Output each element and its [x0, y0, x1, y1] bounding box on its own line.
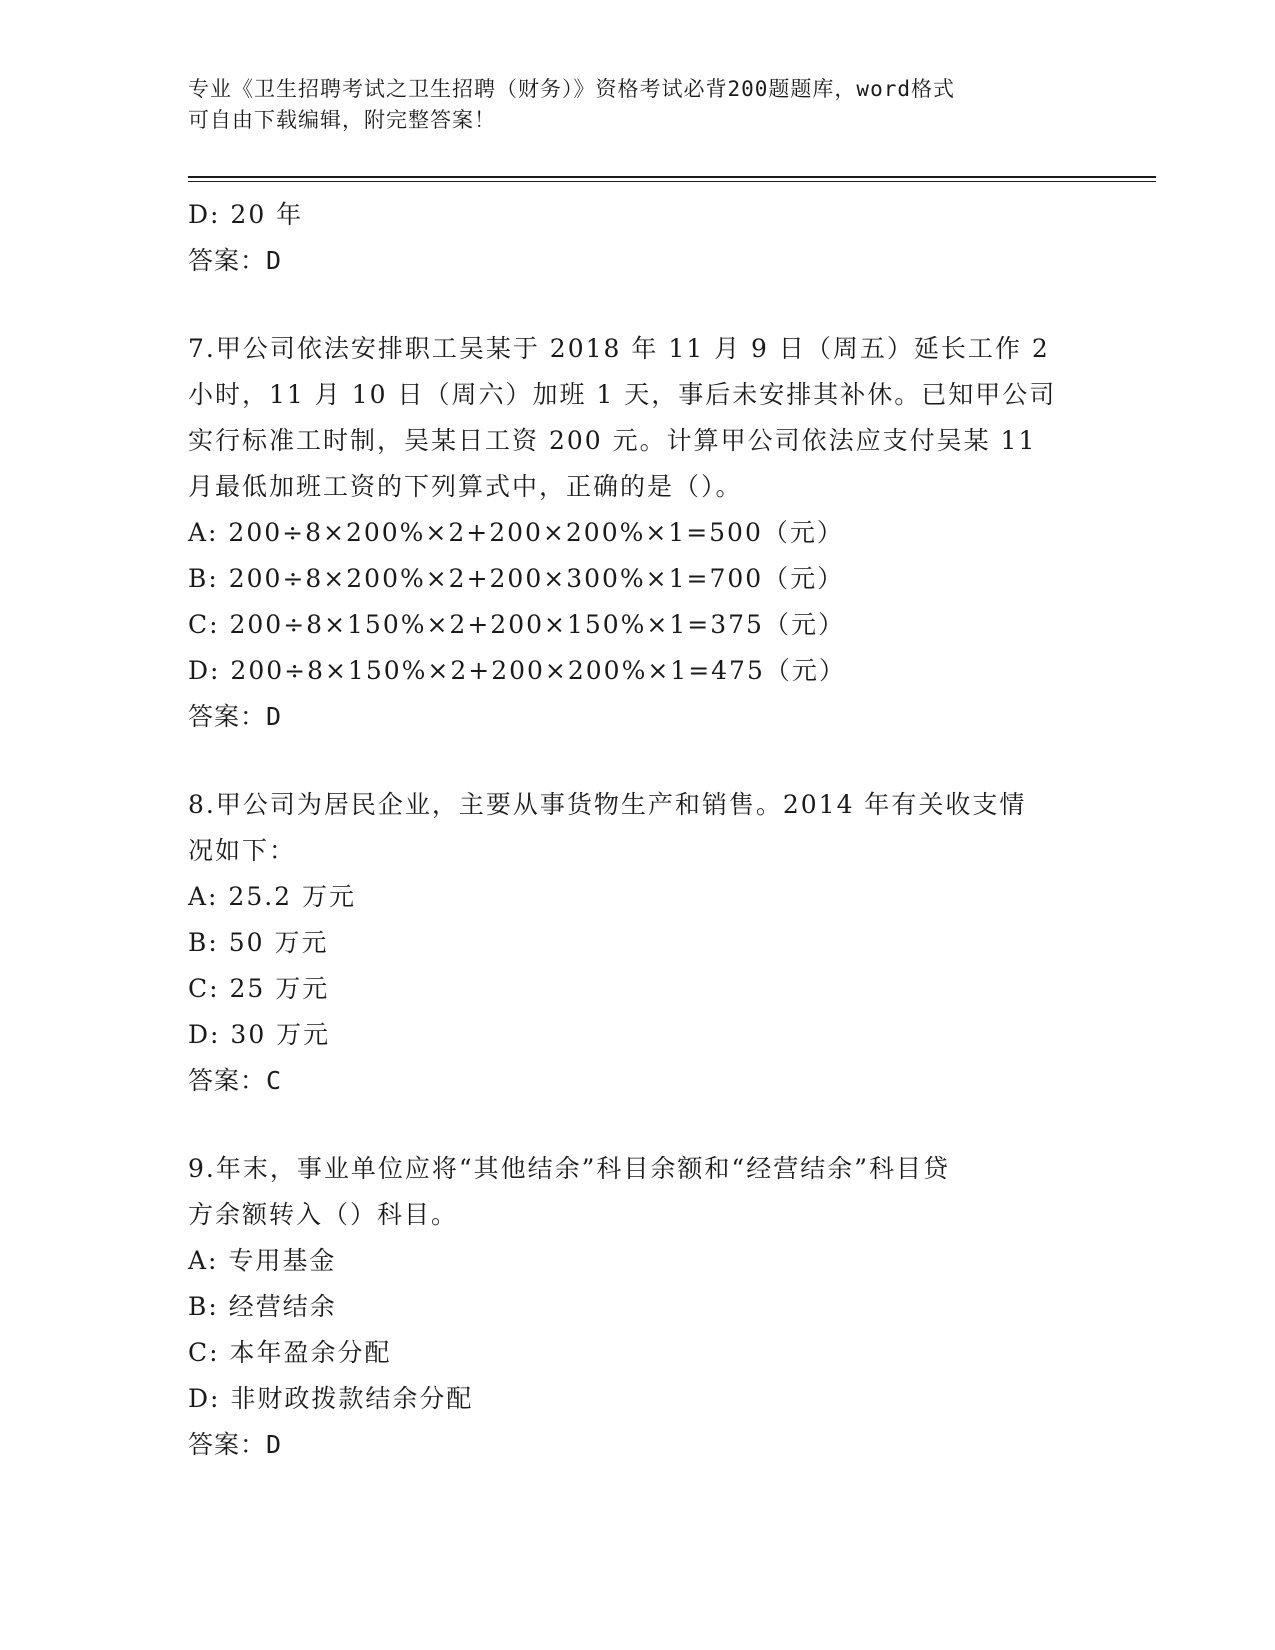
option-c: C: 200÷8×150%×2+200×150%×1=375（元）	[188, 610, 845, 639]
spacer	[188, 284, 1088, 326]
question-8	[188, 782, 1088, 1104]
question-stem-line: 实行标准工时制，吴某日工资 200 元。计算甲公司依法应支付吴某 11	[188, 426, 1037, 455]
question-stem-line: 月最低加班工资的下列算式中，正确的是（）。	[188, 472, 743, 501]
answer-label: 答案：D	[188, 1430, 283, 1459]
header-divider-thin	[188, 181, 1156, 182]
question-stem-line: 况如下：	[188, 836, 297, 865]
answer-label: 答案：D	[188, 246, 283, 275]
question-stem-line: 7.甲公司依法安排职工吴某于 2018 年 11 月 9 日（周五）延长工作 2	[188, 334, 1050, 363]
option-d: D: 20 年	[188, 200, 304, 229]
option-a: A: 25.2 万元	[188, 882, 357, 911]
question-6-tail	[188, 192, 1088, 284]
option-b: B: 50 万元	[188, 928, 329, 957]
option-c: C: 25 万元	[188, 974, 330, 1003]
option-d: D: 非财政拨款结余分配	[188, 1384, 474, 1413]
header-line-1: 专业《卫生招聘考试之卫生招聘（财务）》资格考试必背200题题库，word格式	[188, 77, 955, 101]
answer-label: 答案：D	[188, 702, 283, 731]
option-d: D: 30 万元	[188, 1020, 331, 1049]
option-b: B: 经营结余	[188, 1292, 337, 1321]
question-stem-line: 小时，11 月 10 日（周六）加班 1 天，事后未安排其补休。已知甲公司	[188, 380, 1057, 409]
header-line-2: 可自由下载编辑，附完整答案！	[188, 108, 496, 132]
spacer	[188, 1104, 1088, 1146]
option-a: A: 200÷8×200%×2+200×200%×1=500（元）	[188, 518, 844, 547]
question-9	[188, 1146, 1088, 1468]
document-header	[188, 74, 1088, 136]
option-b: B: 200÷8×200%×2+200×300%×1=700（元）	[188, 564, 845, 593]
option-a: A: 专用基金	[188, 1246, 337, 1275]
spacer	[188, 740, 1088, 782]
header-divider-thick	[188, 176, 1156, 178]
question-stem-line: 方余额转入（）科目。	[188, 1200, 459, 1229]
question-7	[188, 326, 1088, 740]
question-stem-line: 9.年末，事业单位应将“其他结余”科目余额和“经营结余”科目贷	[188, 1154, 950, 1183]
document-body	[188, 192, 1088, 1468]
option-c: C: 本年盈余分配	[188, 1338, 392, 1367]
answer-label: 答案：C	[188, 1066, 283, 1095]
option-d: D: 200÷8×150%×2+200×200%×1=475（元）	[188, 656, 846, 685]
question-stem-line: 8.甲公司为居民企业，主要从事货物生产和销售。2014 年有关收支情	[188, 790, 1027, 819]
